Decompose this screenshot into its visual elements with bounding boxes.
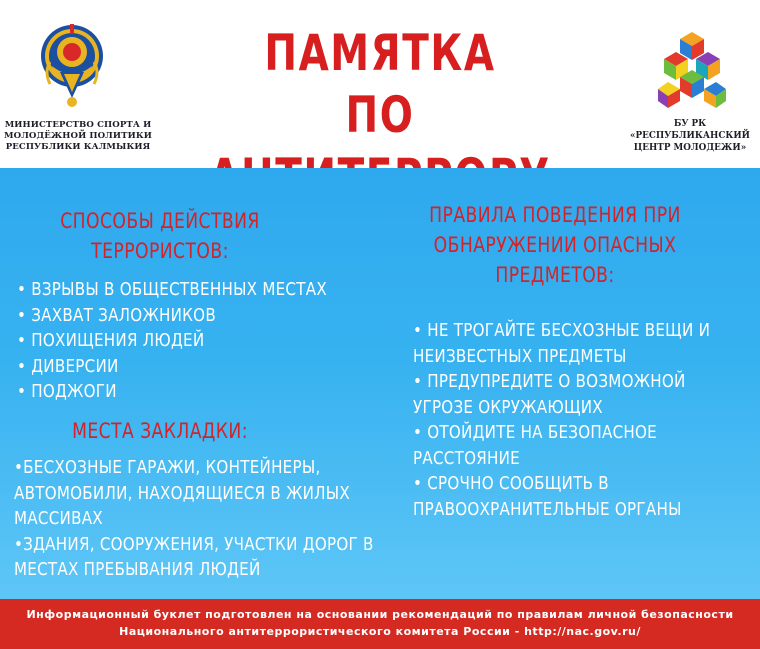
list-item: МЕСТАХ ПРЕБЫВАНИЯ ЛЮДЕЙ — [14, 559, 261, 580]
list-item: • СРОЧНО СООБЩИТЬ В — [413, 473, 609, 494]
list-item: •ЗДАНИЯ, СООРУЖЕНИЯ, УЧАСТКИ ДОРОГ В — [14, 533, 374, 555]
rules-heading-line: ПРЕДМЕТОВ: — [495, 263, 615, 287]
methods-list — [17, 277, 327, 405]
rules-heading-line: ОБНАРУЖЕНИИ ОПАСНЫХ — [433, 233, 677, 257]
list-item: • ПОХИЩЕНИЯ ЛЮДЕЙ — [17, 330, 205, 351]
youth-center-name-line: БУ РК — [673, 119, 707, 129]
list-item: • ПОДЖОГИ — [17, 381, 117, 402]
methods-heading-line: ТЕРРОРИСТОВ: — [91, 239, 229, 263]
youth-center-name-line: ЦЕНТР МОЛОДЕЖИ» — [633, 143, 747, 153]
youth-center-cube-logo-icon — [656, 30, 728, 110]
list-item: • НЕ ТРОГАЙТЕ БЕСХОЗНЫЕ ВЕЩИ И — [413, 320, 711, 341]
page-title-line: ПАМЯТКА — [264, 24, 496, 82]
list-item: • ОТОЙДИТЕ НА БЕЗОПАСНОЕ — [413, 422, 657, 443]
footer-banner — [0, 599, 760, 649]
footer-line: Информационный буклет подготовлен на основании рекомендаций по правилам личной безопасности — [26, 608, 734, 621]
rules-heading-line: ПРАВИЛА ПОВЕДЕНИЯ ПРИ — [429, 203, 681, 227]
list-item: АВТОМОБИЛИ, НАХОДЯЩИЕСЯ В ЖИЛЫХ — [14, 482, 350, 504]
list-item: МАССИВАХ — [14, 508, 103, 529]
youth-center-name — [616, 118, 760, 154]
list-item: • ЗАХВАТ ЗАЛОЖНИКОВ — [17, 304, 216, 326]
list-item: • ДИВЕРСИИ — [17, 355, 119, 377]
methods-heading — [45, 206, 275, 266]
youth-center-name-line: «РЕСПУБЛИКАНСКИЙ — [630, 131, 750, 141]
places-list — [14, 455, 374, 583]
kalmykia-emblem-icon — [40, 22, 104, 108]
content-panel — [0, 168, 760, 599]
rules-heading — [428, 200, 682, 290]
list-item: НЕИЗВЕСТНЫХ ПРЕДМЕТЫ — [413, 345, 627, 367]
ministry-name-line: МОЛОДЁЖНОЙ ПОЛИТИКИ — [4, 131, 152, 141]
header — [0, 0, 760, 168]
ministry-name-line: РЕСПУБЛИКИ КАЛМЫКИЯ — [5, 142, 151, 152]
page-title-line: ПО — [345, 86, 415, 144]
places-heading: МЕСТА ЗАКЛАДКИ: — [72, 419, 248, 443]
ministry-name — [4, 120, 152, 153]
list-item: •БЕСХОЗНЫЕ ГАРАЖИ, КОНТЕЙНЕРЫ, — [14, 457, 321, 478]
list-item: • ВЗРЫВЫ В ОБЩЕСТВЕННЫХ МЕСТАХ — [17, 279, 327, 300]
methods-heading-line: СПОСОБЫ ДЕЙСТВИЯ — [60, 209, 260, 233]
list-item: УГРОЗЕ ОКРУЖАЮЩИХ — [413, 396, 603, 418]
footer-line: Национального антитеррористического комитета России - http://nac.gov.ru/ — [119, 625, 641, 638]
list-item: ПРАВООХРАНИТЕЛЬНЫЕ ОРГАНЫ — [413, 498, 682, 520]
list-item: РАССТОЯНИЕ — [413, 447, 520, 469]
list-item: • ПРЕДУПРЕДИТЕ О ВОЗМОЖНОЙ — [413, 371, 686, 392]
ministry-name-line: МИНИСТЕРСТВО СПОРТА И — [4, 120, 152, 130]
rules-list — [413, 318, 710, 522]
